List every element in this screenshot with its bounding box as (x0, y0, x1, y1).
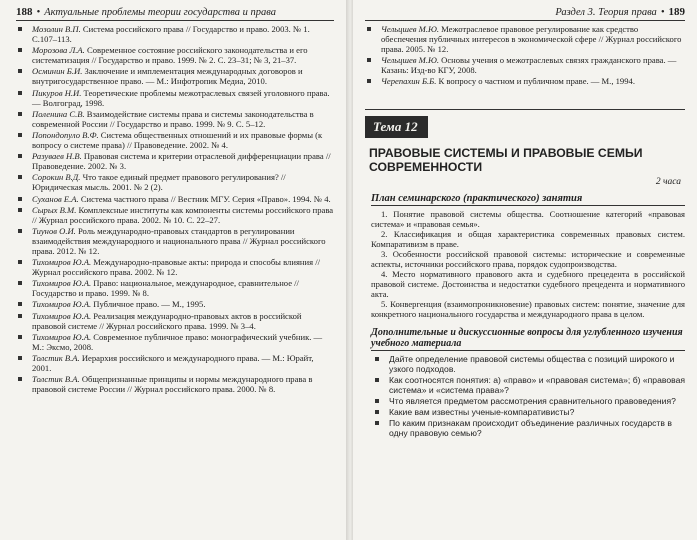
bibliography-entry (16, 130, 334, 150)
bibliography-entry (16, 353, 334, 373)
bibliography-text: Право: национальное, международное, сравнительное // Государство и право. 1999. № 8. (32, 278, 299, 299)
bibliography-author: Тиунов О.И. (32, 225, 76, 236)
bibliography-entry (16, 88, 334, 108)
bibliography-text: Заключение и имплементация международных договоров и внутригосударственное право. — М.: Инфотропик Медиа, 2010. (32, 66, 303, 87)
bibliography-entry (16, 24, 334, 44)
right-page-number: 189 (668, 6, 685, 18)
bibliography-text: Реализация международно-правовых актов в российской правовой системе // Журнал российского права. 1999. № 3–4. (32, 310, 302, 331)
plan-item: 4. Место нормативного правового акта и судебного прецедента в российской правовой системе. Достоинства и недостатки судебного прецедента и нормативного акта. (371, 268, 685, 299)
bibliography-entry (16, 257, 334, 277)
bibliography-author: Попондопуло В.Ф. (32, 129, 99, 140)
bibliography-entry (16, 151, 334, 171)
bibliography-author: Поленина С.В. (32, 108, 85, 119)
bibliography-entry (16, 332, 334, 352)
bibliography-text: Правовая система и критерии отраслевой дифференциации права // Правоведение. 2002. № 3. (32, 151, 331, 172)
bibliography-entry (16, 172, 334, 192)
bibliography-entry (16, 226, 334, 256)
bibliography-text: Комплексные институты как компоненты системы российского права // Журнал российского права. 2002. № 10. С. 22–27. (32, 204, 334, 225)
right-running-head (365, 6, 685, 21)
bibliography-author: Тихомиров Ю.А. (32, 310, 92, 321)
right-page (353, 0, 697, 540)
left-running-head (16, 6, 334, 21)
bibliography-text: Что такое единый предмет правового регулирования? // Юридическая мысль. 2001. № 2 (2). (32, 172, 286, 193)
plan-list (365, 209, 685, 319)
topic-hours: 2 часа (655, 176, 681, 187)
bibliography-text: Взаимодействие системы права и системы законодательства в современной России // Государство и право. 1999. № 9. С. 5–12. (32, 108, 314, 129)
plan-item: 5. Конвергенция (взаимопроникновение) правовых систем: понятие, значение для конкретного национального государства и международного права в целом. (371, 298, 685, 319)
bibliography-author: Толстик В.А. (32, 374, 80, 385)
bibliography-entry (365, 55, 685, 75)
bibliography-entry (16, 311, 334, 331)
left-page-number: 188 (16, 6, 33, 18)
bibliography-entry (16, 66, 334, 86)
right-running-head-title: Раздел 3. Теория права (555, 7, 657, 18)
plan-item: 2. Классификация и общая характеристика современных правовых систем. Компаративизм в праве. (371, 228, 685, 249)
bibliography-author: Тихомиров Ю.А. (32, 278, 92, 289)
bibliography-text: Теоретические проблемы межотраслевых связей уголовного права. — Волгоград, 1998. (32, 87, 330, 108)
bibliography-entry (16, 205, 334, 225)
bibliography-entry (16, 299, 334, 309)
bibliography-entry (16, 194, 334, 204)
extra-questions-heading: Дополнительные и дискуссионные вопросы для углубленного изучения учебного материала (371, 327, 685, 351)
bibliography-text: Система частного права // Вестник МГУ. Серия «Право». 1994. № 4. (78, 193, 331, 204)
plan-item: 1. Понятие правовой системы общества. Соотношение категорий «правовая система» и «правовая семья». (371, 208, 685, 229)
bibliography-text: Публичное право. — М., 1995. (91, 299, 206, 310)
bibliography-author: Мозолин В.П. (32, 24, 81, 34)
bibliography-text: Международно-правовые акты: природа и способы влияния // Журнал российского права. 2002. № 12. (32, 257, 320, 278)
right-bibliography (365, 24, 685, 87)
bibliography-author: Чельцшев М.Ю. (381, 24, 439, 34)
right-running-head-sep: • (660, 7, 665, 18)
topic-label: Тема 12 (365, 116, 428, 138)
bibliography-text: Иерархия российского и международного права. — М.: Юрайт, 2001. (32, 352, 314, 373)
bibliography-author: Пикуров Н.И. (32, 87, 82, 98)
bibliography-text: Современное публичное право: монографический учебник. — М.: Эксмо, 2008. (32, 331, 323, 352)
left-running-head-title: Актуальные проблемы теории государства и права (44, 7, 276, 18)
left-bibliography (16, 24, 334, 394)
bibliography-entry (16, 109, 334, 129)
bibliography-author: Тихомиров Ю.А. (32, 299, 92, 310)
bibliography-author: Осминин Б.И. (32, 66, 83, 77)
bibliography-entry (16, 374, 334, 394)
left-running-head-sep: • (36, 7, 41, 18)
question-item: Дайте определение правовой системы общества с позиций широкого и узкого подходов. (371, 354, 685, 374)
question-item: Как соотносятся понятия: а) «право» и «правовая система»; б) «правовая система» и «система права»? (371, 375, 685, 395)
book-gutter (346, 0, 353, 540)
bibliography-text: Система российского права // Государство и право. 2003. № 1. С.107–113. (32, 24, 310, 45)
bibliography-text: Современное состояние российского законодательства и его систематизация // Государство и право. 1999. № 2. С. 23–31; № 3, 21–37. (32, 45, 308, 66)
question-item: Какие вам известны ученые-компаративисты? (371, 407, 685, 417)
left-page (0, 0, 346, 540)
question-item: Что является предметом рассмотрения сравнительного правоведения? (371, 396, 685, 406)
bibliography-author: Толстик В.А. (32, 352, 80, 363)
bibliography-author: Чельцшев М.Ю. (381, 55, 439, 66)
bibliography-entry (16, 278, 334, 298)
bibliography-text: Основы учения о межотраслевых связях гражданского права. — Казань: Изд-во КГУ, 2008. (381, 55, 677, 76)
questions-list (365, 354, 685, 438)
bibliography-entry (16, 45, 334, 65)
bibliography-text: Общепризнанные принципы и нормы международного права в правовой системе России // Журнал российского права. 2000. № 8. (32, 374, 313, 395)
bibliography-author: Суханов Е.А. (32, 193, 79, 204)
plan-heading: План семинарского (практического) занятия (371, 193, 685, 206)
topic-title: ПРАВОВЫЕ СИСТЕМЫ И ПРАВОВЫЕ СЕМЬИ СОВРЕМЕННОСТИ (369, 145, 643, 174)
bibliography-entry (365, 24, 685, 54)
plan-item: 3. Особенности российской правовой системы: исторические и современные аспекты, источники российского права, порядок судопроизводства. (371, 248, 685, 269)
topic-block (365, 109, 685, 187)
bibliography-text: К вопросу о частном и публичном праве. — М., 1994. (436, 76, 635, 87)
bibliography-author: Морозова Л.А. (32, 45, 85, 56)
bibliography-text: Роль международно-правовых стандартов в регулировании взаимодействия международного и национального права // Журнал российского права. 2012. № 12. (32, 225, 326, 256)
bibliography-author: Черепахин Б.Б. (381, 76, 437, 87)
bibliography-text: Система общественных отношений и их правовые формы (к вопросу о системе права) // Правоведение. 2002. № 4. (32, 129, 323, 151)
bibliography-author: Разуваев Н.В. (32, 151, 82, 162)
bibliography-author: Сырых В.М. (32, 204, 77, 215)
bibliography-author: Сорокин В.Д. (32, 172, 81, 183)
bibliography-text: Межотраслевое правовое регулирование как средство обеспечения публичных интересов в экономической сфере // Журнал российского права. 2005. № 12. (381, 24, 682, 55)
question-item: По каким признакам происходит объединение различных государств в одну правовую семью? (371, 418, 685, 438)
bibliography-entry (365, 76, 685, 86)
bibliography-author: Тихомиров Ю.А. (32, 331, 92, 342)
bibliography-author: Тихомиров Ю.А. (32, 257, 92, 268)
